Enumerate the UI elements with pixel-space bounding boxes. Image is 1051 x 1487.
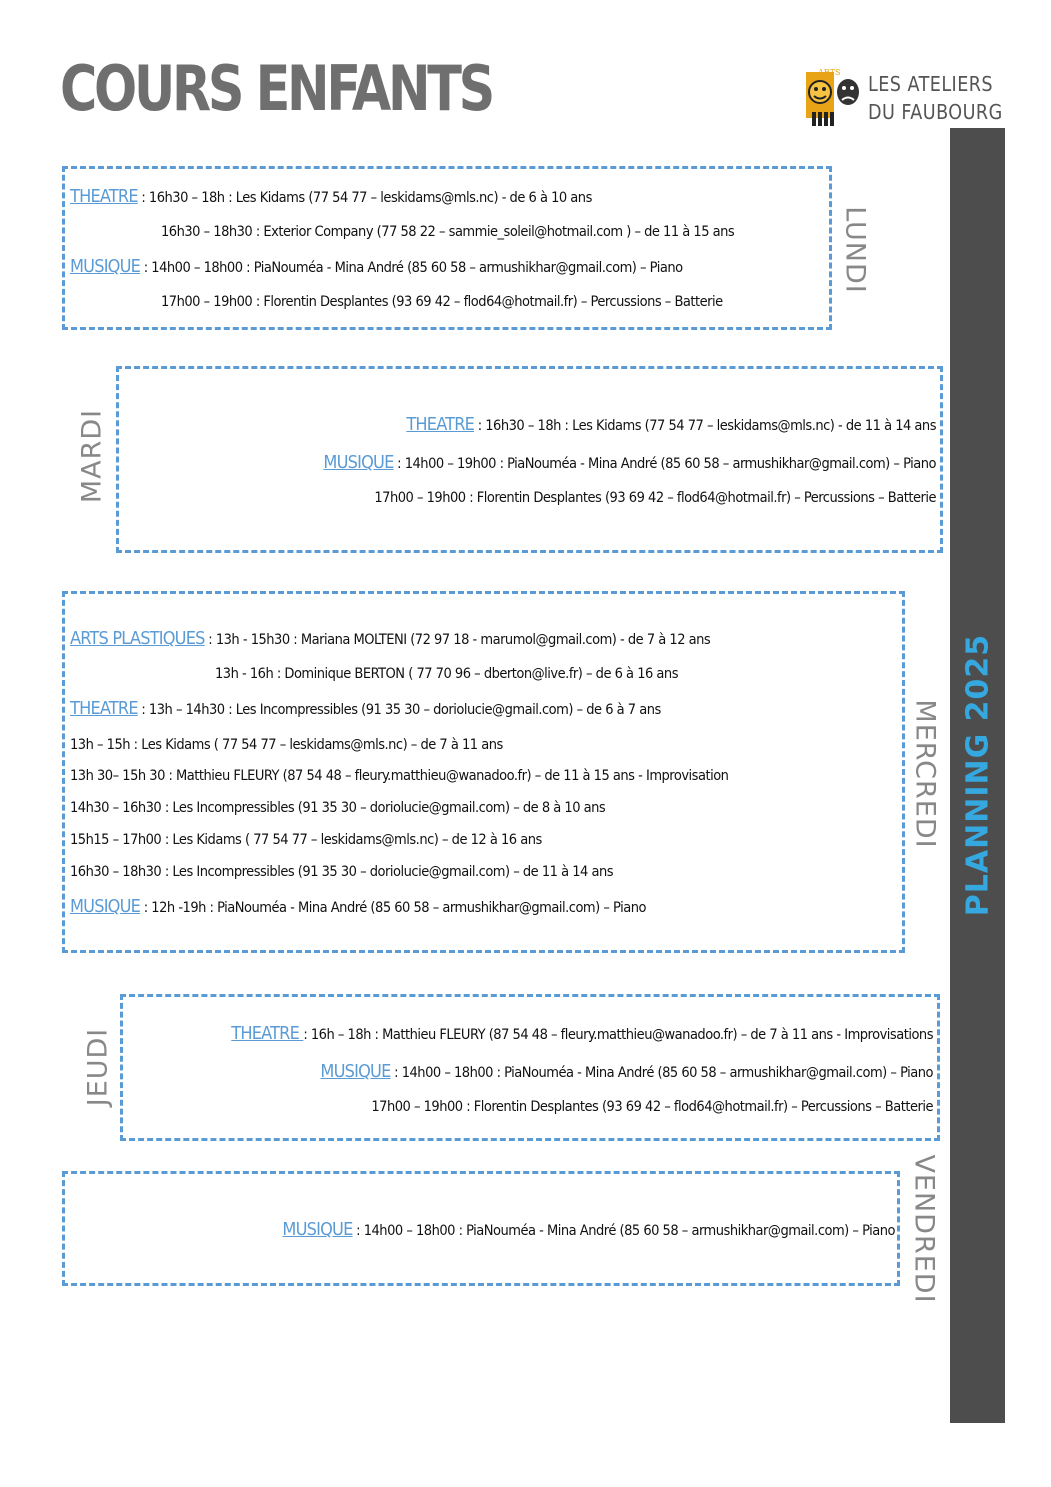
category-label: THEATRE xyxy=(70,698,138,719)
line-text: : 14h00 – 18h00 : PiaNouméa - Mina André (85 60 58 – armushikhar@gmail.com) – Piano xyxy=(390,1065,933,1081)
category-label: MUSIQUE xyxy=(70,256,141,277)
line-text: : 14h00 – 18h00 : PiaNouméa - Mina André (85 60 58 – armushikhar@gmail.com) – Piano xyxy=(140,260,683,276)
schedule-line xyxy=(215,666,678,682)
theatre-masks-icon xyxy=(804,66,864,126)
schedule-line xyxy=(406,414,936,435)
schedule-line xyxy=(70,864,613,880)
schedule-line xyxy=(371,1099,933,1115)
line-text: : 16h30 – 18h : Les Kidams (77 54 77 – leskidams@mls.nc) - de 11 à 14 ans xyxy=(474,418,936,434)
line-text: 14h30 – 16h30 : Les Incompressibles (91 35 30 – doriolucie@gmail.com) – de 8 à 10 ans xyxy=(70,800,606,816)
line-text: 17h00 – 19h00 : Florentin Desplantes (93 69 42 – flod64@hotmail.fr) – Percussions – Batterie xyxy=(371,1099,933,1115)
day-label-jeudi: JEUDI xyxy=(82,1027,114,1107)
line-text: : 16h – 18h : Matthieu FLEURY (87 54 48 – fleury.matthieu@wanadoo.fr) – de 7 à 11 ans - Improvisations xyxy=(303,1027,933,1043)
line-text: 13h - 16h : Dominique BERTON ( 77 70 96 – dberton@live.fr) – de 6 à 16 ans xyxy=(215,666,678,682)
line-text: 17h00 – 19h00 : Florentin Desplantes (93 69 42 – flod64@hotmail.fr) – Percussions – Batterie xyxy=(161,294,723,310)
schedule-line xyxy=(70,737,503,753)
category-label: MUSIQUE xyxy=(320,1061,391,1082)
line-text: : 13h - 15h30 : Mariana MOLTENI (72 97 18 - marumol@gmail.com) - de 7 à 12 ans xyxy=(204,632,711,648)
schedule-line xyxy=(70,768,728,784)
schedule-line xyxy=(70,832,542,848)
line-text: : 16h30 – 18h : Les Kidams (77 54 77 – leskidams@mls.nc) - de 6 à 10 ans xyxy=(137,190,592,206)
category-label: MUSIQUE xyxy=(323,452,394,473)
logo xyxy=(804,66,1009,128)
schedule-line xyxy=(70,186,592,207)
line-text: 16h30 – 18h30 : Les Incompressibles (91 35 30 – doriolucie@gmail.com) – de 11 à 14 ans xyxy=(70,864,614,880)
line-text: : 12h -19h : PiaNouméa - Mina André (85 60 58 – armushikhar@gmail.com) – Piano xyxy=(140,900,646,916)
category-label: MUSIQUE xyxy=(282,1219,353,1240)
schedule-line xyxy=(70,896,646,917)
schedule-line xyxy=(70,698,661,719)
category-label: THEATRE xyxy=(406,414,475,435)
line-text: 13h – 15h : Les Kidams ( 77 54 77 – leskidams@mls.nc) – de 7 à 11 ans xyxy=(70,737,503,753)
page-title: COURS ENFANTS xyxy=(60,52,492,125)
line-text: : 14h00 – 19h00 : PiaNouméa - Mina André (85 60 58 – armushikhar@gmail.com) – Piano xyxy=(393,456,936,472)
category-label: THEATRE xyxy=(70,186,138,207)
logo-line-1: LES ATELIERS xyxy=(868,72,994,96)
schedule-line xyxy=(374,490,936,506)
day-label-mardi: MARDI xyxy=(76,408,108,504)
schedule-line xyxy=(282,1219,895,1240)
schedule-line xyxy=(320,1061,933,1082)
day-label-vendredi: VENDREDI xyxy=(908,1154,940,1304)
category-label: ARTS PLASTIQUES xyxy=(70,628,205,649)
schedule-line xyxy=(323,452,936,473)
schedule-line xyxy=(231,1023,933,1044)
line-text: : 14h00 – 18h00 : PiaNouméa - Mina André (85 60 58 – armushikhar@gmail.com) – Piano xyxy=(352,1223,895,1239)
schedule-line xyxy=(161,224,734,240)
category-label: MUSIQUE xyxy=(70,896,141,917)
schedule-line xyxy=(70,256,683,277)
logo-line-2: DU FAUBOURG xyxy=(868,100,1003,124)
day-label-lundi: LUNDI xyxy=(839,206,871,294)
category-label: THEATRE xyxy=(231,1023,304,1044)
schedule-line xyxy=(70,628,710,649)
line-text: 16h30 – 18h30 : Exterior Company (77 58 22 – sammie_soleil@hotmail.com ) – de 11 à 15 ans xyxy=(161,224,735,240)
line-text: 13h 30– 15h 30 : Matthieu FLEURY (87 54 48 – fleury.matthieu@wanadoo.fr) – de 11 à 15 ans - Improvisation xyxy=(70,768,729,784)
schedule-line xyxy=(70,800,605,816)
day-label-mercredi: MERCREDI xyxy=(909,699,941,849)
line-text: : 13h – 14h30 : Les Incompressibles (91 35 30 – doriolucie@gmail.com) – de 6 à 7 ans xyxy=(137,702,661,718)
schedule-line xyxy=(161,294,723,310)
logo-tag: ARTS xyxy=(818,68,841,77)
planning-label: PLANNING 2025 xyxy=(960,633,996,917)
line-text: 17h00 – 19h00 : Florentin Desplantes (93 69 42 – flod64@hotmail.fr) – Percussions – Batterie xyxy=(374,490,936,506)
line-text: 15h15 – 17h00 : Les Kidams ( 77 54 77 – leskidams@mls.nc) – de 12 à 16 ans xyxy=(70,832,542,848)
